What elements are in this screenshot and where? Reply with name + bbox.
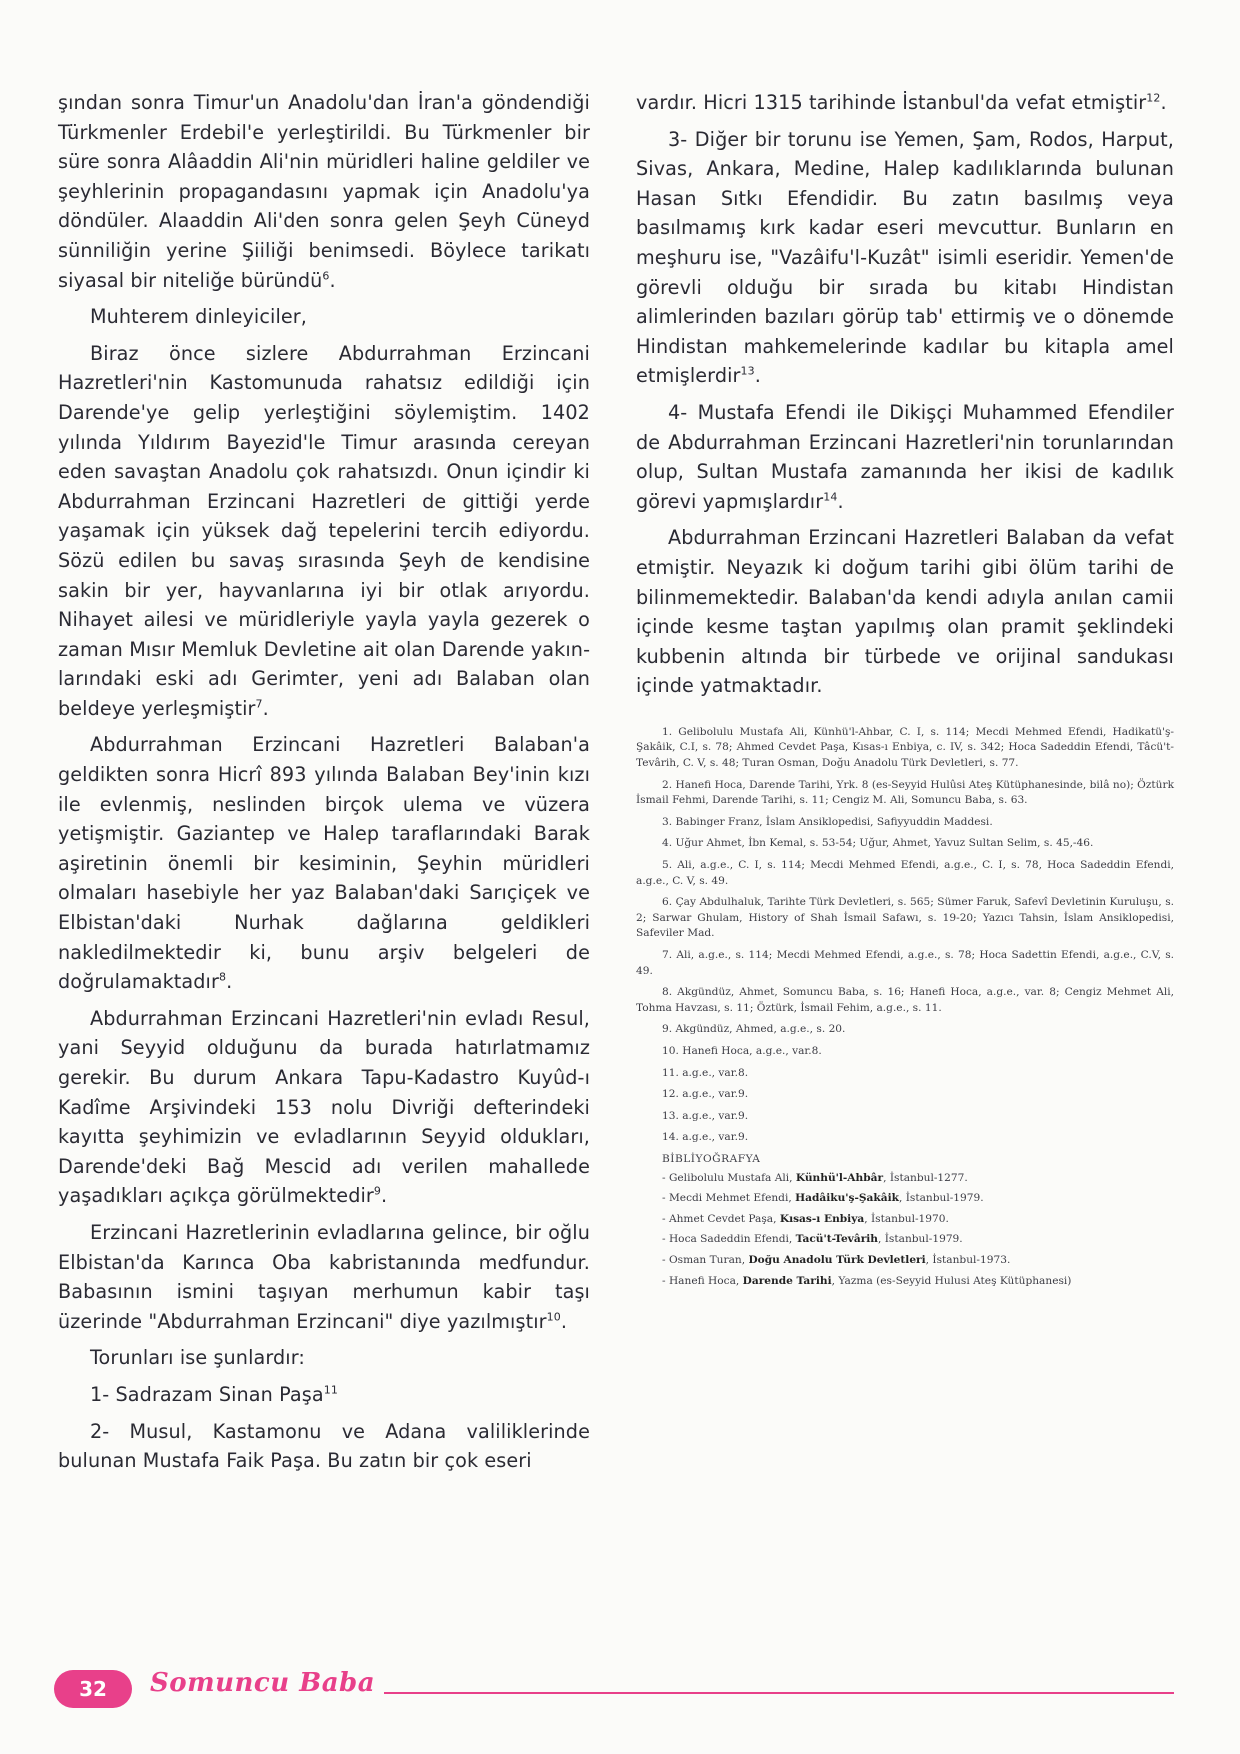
- paragraph-tail: .: [226, 970, 233, 994]
- paragraph-text: 1- Sadrazam Sinan Paşa: [90, 1382, 324, 1406]
- bibliography-entry: [636, 1274, 1174, 1290]
- left-paragraph: [58, 730, 590, 996]
- bibliography-post: , Yazma (es-Seyyid Hulusi Ateş Kütüphanesi): [831, 1274, 1072, 1287]
- footnote: 1. Gelibolulu Mustafa Ali, Künhü'l-Ahbar, C. I, s. 114; Mecdi Mehmed Efendi, Hadikatü'ş-Şakâik, C.I, s. 78; Ahmed Cevdet Paşa, Kısas-ı Enbiya, c. IV, s. 342; Hoca Sadeddin Efendi, Tâcü't-Tevârih, C. V, s. 48; Turan Osman, Doğu Anadolu Türk Devletleri, s. 77.: [636, 725, 1174, 770]
- paragraph-text: Muhterem dinleyiciler,: [90, 305, 307, 329]
- bibliography-post: , İstanbul-1973.: [925, 1253, 1011, 1266]
- paragraph-tail: .: [381, 1184, 388, 1208]
- footnote-ref: 8: [218, 970, 227, 984]
- paragraph-tail: .: [837, 489, 844, 513]
- footnote: 3. Babinger Franz, İslam Ansiklopedisi, Safiyyuddin Maddesi.: [662, 815, 993, 828]
- right-paragraph: [636, 523, 1174, 701]
- paragraph-text: Biraz önce sizlere Abdurrahman Erzincani Hazretleri'nin Kastomunuda rahatsız edildiği için Darende'ye gelip yerleştiğini söylemiştim. 1402 yılında Yıldırım Bayezid'le Timur arasında cereyan eden savaştan Anadolu çok rahatsızdı. Onun içindir ki Abdurrahman Erzincani Hazretleri de gittiği yerde yaşamak için yüksek dağ tepelerini tercih ediyordu. Sözü edilen bu savaş sırasında Şeyh de kendisine sakin bir yer, hayvanlarına iyi bir otlak arıyordu. Nihayet ailesi ve müridleriyle yayla yayla gezerek o zaman Mısır Memluk Devletine ait olan Darende yakınlarındaki eski adı Gerimter, yeni adı Balaban olan beldeye yerleşmiştir: [58, 341, 590, 720]
- bibliography: [636, 1171, 1174, 1290]
- paragraph-text: vardır. Hicri 1315 tarihinde İstanbul'da vefat etmiştir: [636, 91, 1147, 114]
- left-paragraph: [58, 1218, 590, 1336]
- left-paragraph: [58, 88, 590, 295]
- bibliography-title: Darende Tarihi: [742, 1274, 832, 1287]
- bibliography-post: , İstanbul-1979.: [898, 1192, 984, 1205]
- paragraph-text: Abdurrahman Erzincani Hazretleri Balaban'a geldikten sonra Hicrî 893 yılında Balaban Bey'inin kızı ile evlenmiş, neslinden birçok ulema ve vüzera yetişmiştir. Gaziantep ve Halep taraflarındaki Barak aşiretinin önemli bir kesiminin, Şeyhin müridleri olmaları hasebiyle her yaz Balaban'daki Sarıçiçek ve Elbistan'daki Nurhak dağlarına geldikleri nakledilmektedir ki, bunu arşiv belgeleri de doğrulamaktadır: [58, 733, 590, 994]
- footnote: 5. Ali, a.g.e., C. I, s. 114; Mecdi Mehmed Efendi, a.g.e., C. I, s. 78, Hoca Sadeddin Efendi, a.g.e., C. V, s. 49.: [636, 859, 1174, 887]
- bibliography-entry: [636, 1191, 1174, 1207]
- left-paragraph: [58, 1380, 590, 1410]
- paragraph-text: 3- Diğer bir torunu ise Yemen, Şam, Rodos, Harput, Sivas, Ankara, Medine, Halep kadılıklarında bulunan Hasan Sıtkı Efendidir. Bu zatın basılmış veya basılmamış kırk kadar eseri mevcuttur. Bunların en meşhuru ise, "Vazâifu'l-Kuzât" isimli eseridir. Yemen'de görevli olduğu bir sırada bu kitabı Hindistan alimlerinden bazıları görüp tab' ettirmiş ve o dönemde Hindistan mahkemelerinde kadılar bu kitapla amel etmişlerdir: [636, 127, 1174, 388]
- left-paragraph: [58, 1004, 590, 1211]
- bibliography-entry: [636, 1232, 1174, 1248]
- footnote: 11. a.g.e., var.8.: [662, 1066, 749, 1079]
- bibliography-title: Hadâiku'ş-Şakâik: [795, 1192, 899, 1205]
- paragraph-text: Erzincani Hazretlerinin evladlarına gelince, bir oğlu Elbistan'da Karınca Oba kabristanında medfundur. Babasının ismini taşıyan merhumun kabir taşı üzerinde "Abdurrahman Erzincani" diye yazılmıştır: [58, 1220, 590, 1333]
- footnote: 2. Hanefi Hoca, Darende Tarihi, Yrk. 8 (es-Seyyid Hulûsi Ateş Kütüphanesinde, bilâ no); Öztürk İsmail Fehmi, Darende Tarihi, s. 11; Cengiz M. Ali, Somuncu Baba, s. 63.: [636, 778, 1174, 807]
- right-column: [636, 88, 1174, 1294]
- paragraph-text: 2- Musul, Kastamonu ve Adana valiliklerinde bulunan Mustafa Faik Paşa. Bu zatın bir çok eseri: [58, 1419, 590, 1473]
- footnote-ref: 11: [323, 1383, 338, 1397]
- right-paragraph: [636, 125, 1174, 391]
- bibliography-pre: - Hoca Sadeddin Efendi,: [662, 1233, 796, 1246]
- footnote: 9. Akgündüz, Ahmed, a.g.e., s. 20.: [662, 1023, 846, 1036]
- left-paragraph: [58, 302, 590, 332]
- paragraph-tail: .: [560, 1309, 568, 1333]
- bibliography-title: Künhü'l-Ahbâr: [795, 1171, 884, 1184]
- bibliography-pre: - Gelibolulu Mustafa Ali,: [662, 1171, 796, 1184]
- bibliography-heading: BİBLİYOĞRAFYA: [662, 1152, 761, 1165]
- bibliography-post: , İstanbul-1277.: [883, 1171, 968, 1184]
- bibliography-title: Doğu Anadolu Türk Devletleri: [748, 1253, 926, 1266]
- right-paragraph: [636, 398, 1174, 516]
- footnotes: [636, 725, 1174, 1146]
- footnote-ref: 12: [1146, 91, 1161, 105]
- bibliography-pre: - Hanefi Hoca,: [662, 1274, 743, 1287]
- page-number: 32: [54, 1670, 132, 1708]
- bibliography-entry: [636, 1212, 1174, 1228]
- left-paragraph: [58, 339, 590, 724]
- bibliography-title: Tacü't-Tevârih: [795, 1233, 879, 1246]
- bibliography-post: , İstanbul-1970.: [864, 1212, 949, 1225]
- bibliography-pre: - Osman Turan,: [662, 1253, 749, 1266]
- right-paragraph: [636, 88, 1174, 118]
- paragraph-tail: .: [262, 696, 269, 720]
- paragraph-text: Abdurrahman Erzincani Hazretleri'nin evladı Resul, yani Seyyid olduğunu da burada hatırlatmamız gerekir. Bu durum Ankara Tapu-Kadastro Kuyûd-ı Kadîme Arşivindeki 153 nolu Divriği defterindeki kayıtta şeyhimizin ve evladlarının Seyyid oldukları, Darende'deki Bağ Mescid adı verilen mahallede yaşadıkları açıkça görülmektedir: [58, 1006, 590, 1208]
- footnote: 7. Ali, a.g.e., s. 114; Mecdi Mehmed Efendi, a.g.e., s. 78; Hoca Sadettin Efendi, a.g.e., C.V, s. 49.: [636, 949, 1174, 977]
- footnote: 6. Çay Abdulhaluk, Tarihte Türk Devletleri, s. 565; Sümer Faruk, Safevî Devletinin Kuruluşu, s. 2; Sarwar Ghulam, History of Shah İsmail Safawı, s. 19-20; Yazıcı Tahsin, İslam Ansiklopedisi, Safeviler Mad.: [636, 896, 1174, 940]
- footnote-ref: 13: [740, 364, 755, 378]
- footnote-ref: 7: [255, 697, 263, 711]
- paragraph-tail: .: [754, 364, 761, 388]
- magazine-logo: Somuncu Baba: [150, 1668, 376, 1698]
- footnote: 4. Uğur Ahmet, İbn Kemal, s. 53-54; Uğur, Ahmet, Yavuz Sultan Selim, s. 45,-46.: [662, 837, 1094, 850]
- footnote: 10. Hanefi Hoca, a.g.e., var.8.: [662, 1044, 822, 1057]
- footnote: 13. a.g.e., var.9.: [662, 1109, 749, 1122]
- footnote-ref: 6: [322, 269, 330, 283]
- paragraph-text: Torunları ise şunlardır:: [90, 1346, 305, 1370]
- paragraph-tail: .: [329, 268, 336, 292]
- bibliography-title: Kısas-ı Enbiya: [779, 1212, 865, 1225]
- footnote: 8. Akgündüz, Ahmet, Somuncu Baba, s. 16; Hanefi Hoca, a.g.e., var. 8; Cengiz Mehmet Ali, Tohma Havzası, s. 11; Öztürk, İsmail Fehim, a.g.e., s. 11.: [636, 986, 1174, 1014]
- bibliography-entry: [636, 1171, 1174, 1187]
- paragraph-text: şından sonra Timur'un Anadolu'dan İran'a göndendiği Türkmenler Erdebil'e yerleştirildi. Bu Türkmenler bir süre sonra Alâaddin Ali'nin müridleri haline geldiler ve şeyhlerinin propagandasını yapmak için Anadolu'ya döndüler. Alaaddin Ali'den sonra gelen Şeyh Cüneyd sünniliğin yerine Şiiliği benimsedi. Böylece tarikatı siyasal bir niteliğe büründü: [58, 91, 590, 292]
- bibliography-entry: [636, 1253, 1174, 1269]
- footnote-ref: 9: [373, 1184, 381, 1198]
- paragraph-text: Abdurrahman Erzincani Hazretleri Balaban da vefat etmiştir. Neyazık ki doğum tarihi gibi ölüm tarihi de bilinmemektedir. Balaban'da kendi adıyla anılan camii içinde kesme taştan yapılmış olan pramit şeklindeki kubbenin altında bir türbede ve orijinal sandukası içinde yatmaktadır.: [636, 526, 1174, 698]
- bibliography-pre: - Ahmet Cevdet Paşa,: [662, 1212, 780, 1225]
- footnote-ref: 14: [823, 490, 838, 504]
- left-paragraph: [58, 1417, 590, 1476]
- footnote-ref: 10: [546, 1310, 561, 1324]
- right-column-text: [636, 88, 1174, 701]
- footnote: 12. a.g.e., var.9.: [662, 1088, 749, 1101]
- footer-rule: [384, 1692, 1174, 1694]
- bibliography-post: , İstanbul-1979.: [878, 1233, 963, 1246]
- footnote: 14. a.g.e., var.9.: [662, 1131, 749, 1144]
- paragraph-tail: .: [1160, 91, 1167, 114]
- bibliography-pre: - Mecdi Mehmet Efendi,: [662, 1192, 796, 1205]
- paragraph-text: 4- Mustafa Efendi ile Dikişçi Muhammed Efendiler de Abdurrahman Erzincani Hazretleri'nin torunlarından olup, Sultan Mustafa zamanında her ikisi de kadılık görevi yapmışlardır: [636, 400, 1174, 513]
- left-paragraph: [58, 1343, 590, 1373]
- left-column: [58, 88, 590, 1483]
